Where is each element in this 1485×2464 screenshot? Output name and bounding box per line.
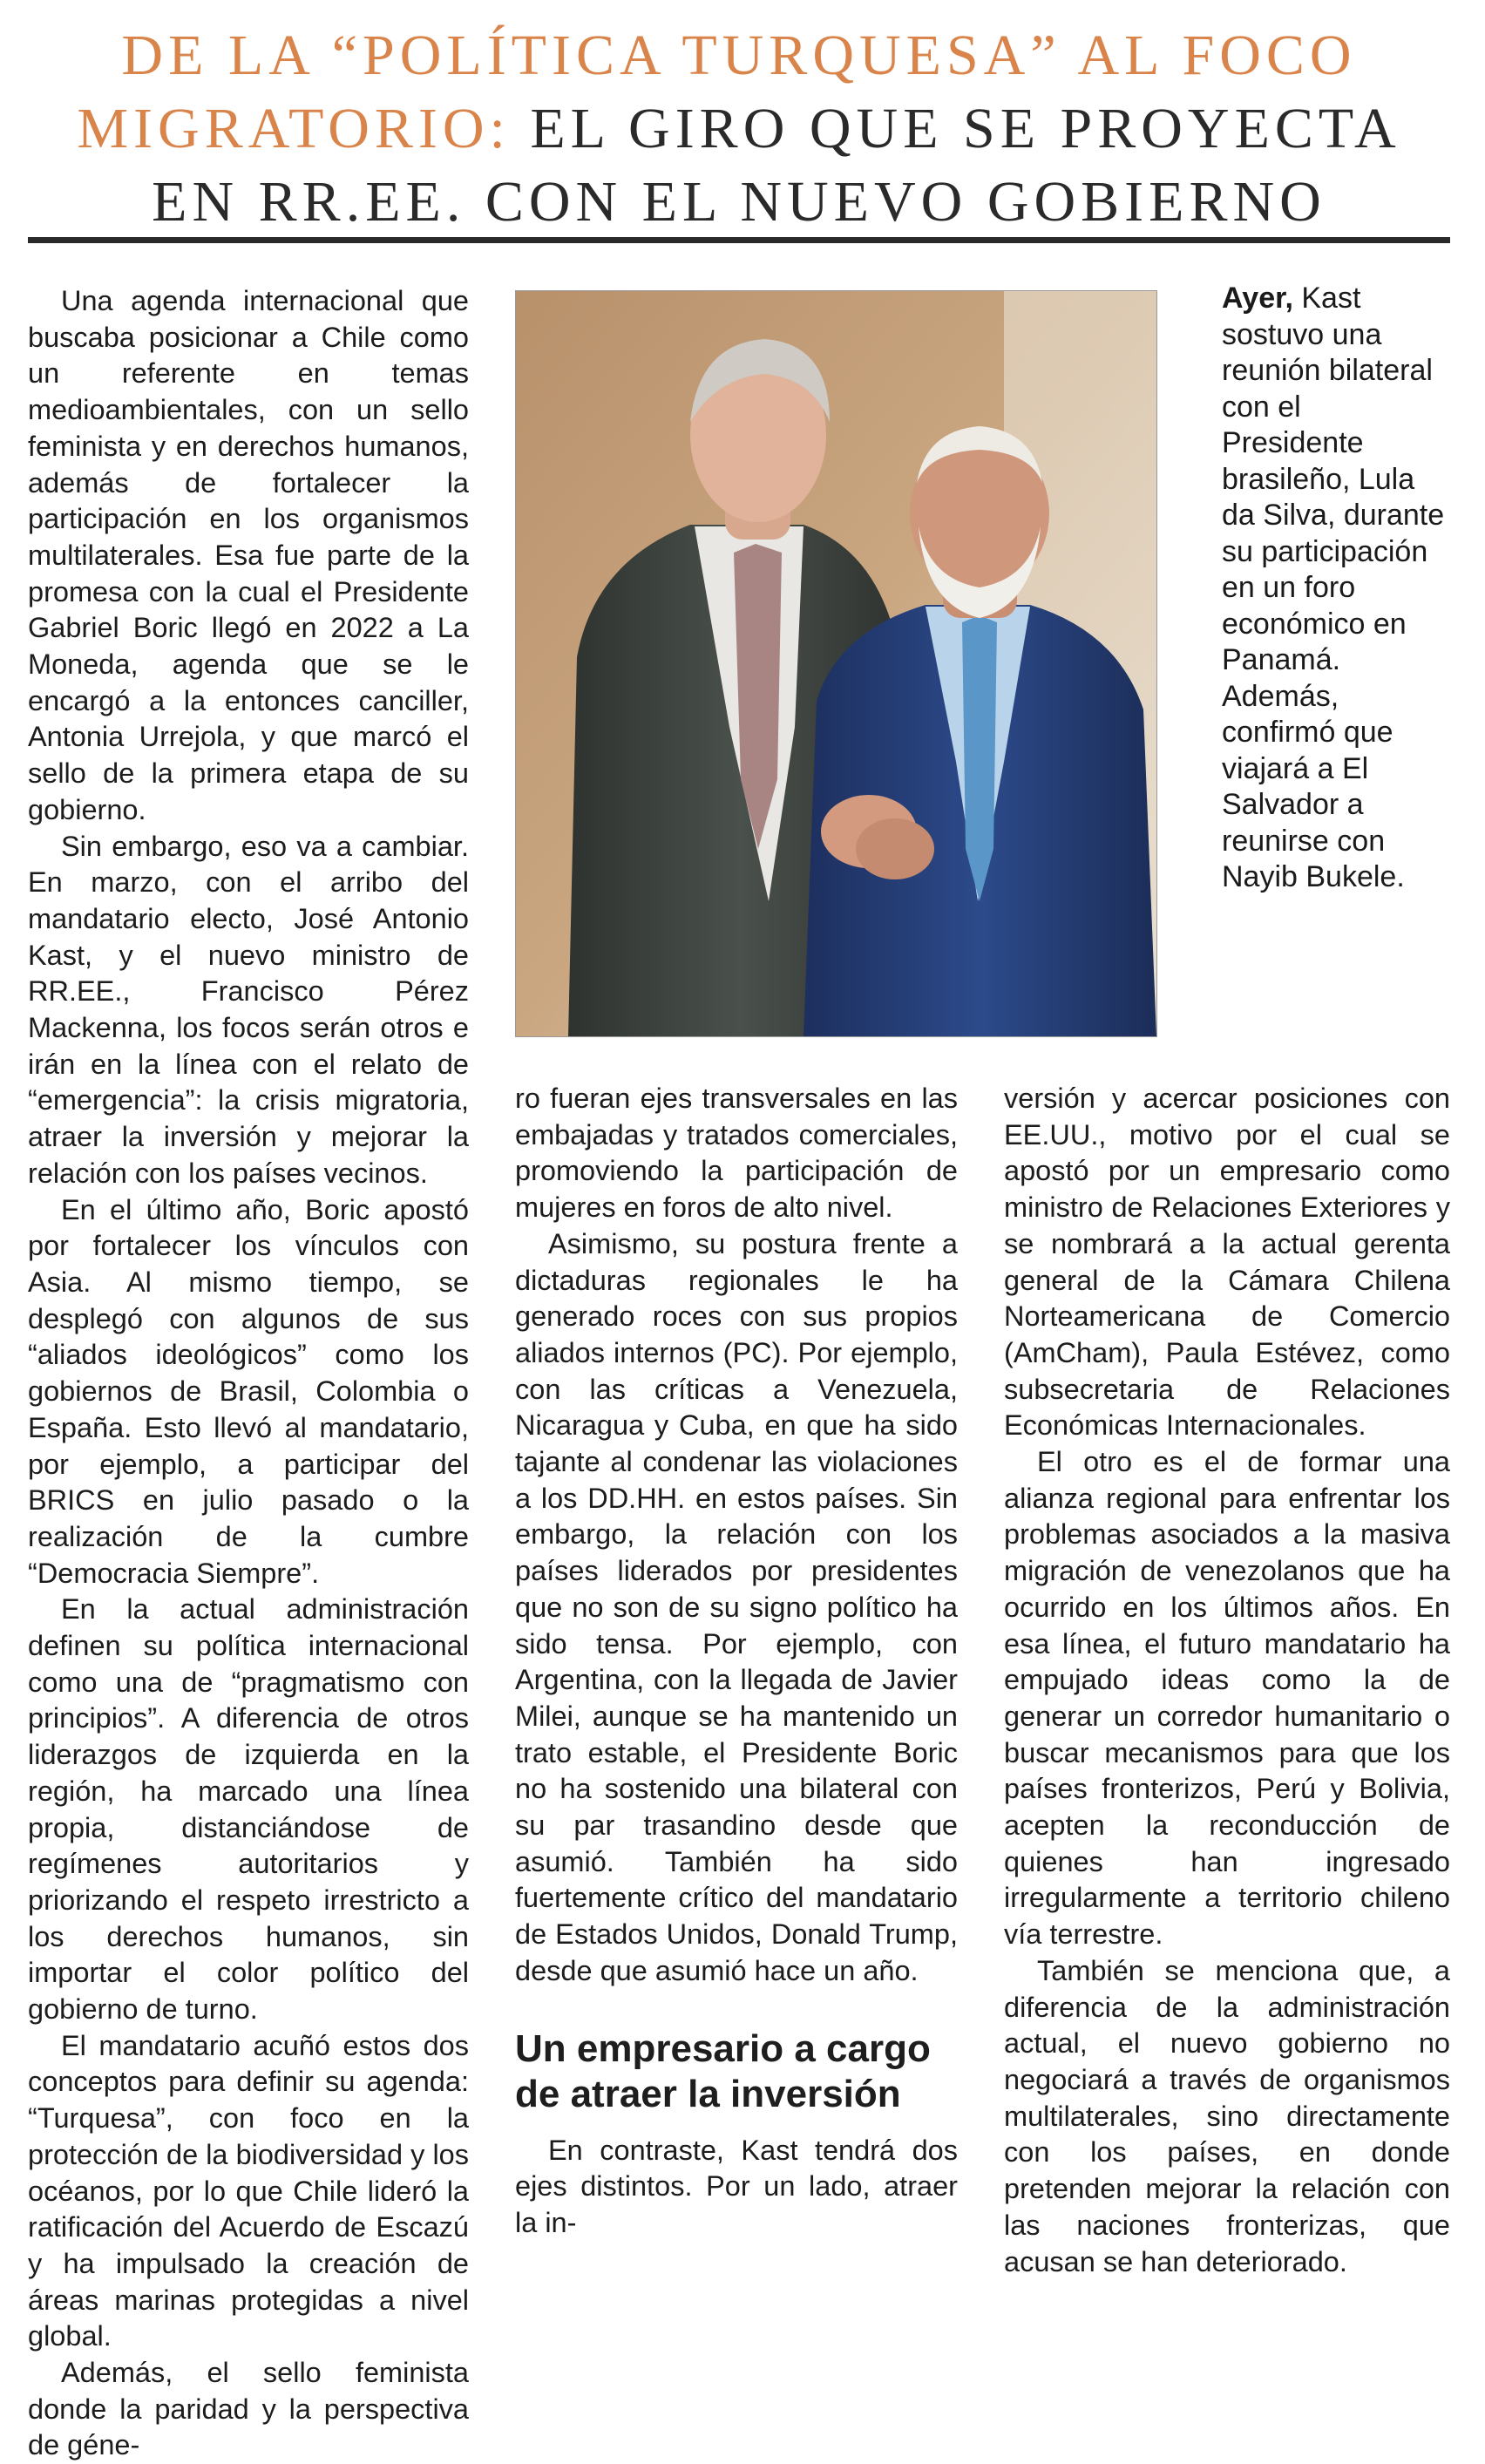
article-column-2: [515, 1081, 958, 2242]
headline: [28, 19, 1450, 239]
caption-lead: Ayer,: [1222, 282, 1293, 315]
photo-kast-lula: [515, 290, 1157, 1037]
article-column-1: [28, 283, 469, 2464]
paragraph: El otro es el de formar una alianza regional para enfrentar los problemas asociados a la masiva migración de venezolanos que ha ocurrido en los últimos años. En esa línea, el futuro mandatario ha empujado ideas como la de generar un corredor humanitario o buscar mecanismos para que los países fronterizos, Perú y Bolivia, acepten la reconducción de quienes han ingresado irregularmente a territorio chileno vía terrestre.: [1004, 1446, 1450, 1951]
caption-text: Kast sostuvo una reunión bilateral con el Presidente brasileño, Lula da Silva, durante su participación en un foro económico en Panamá. Además, confirmó que viajará a El Salvador a reunirse con Nayib Bukele.: [1222, 282, 1445, 893]
paragraph: Sin embargo, eso va a cambiar. En marzo, con el arribo del mandatario electo, José Antonio Kast, y el nuevo ministro de RR.EE., Francisco Pérez Mackenna, los focos serán otros e irán en la línea con el relato de “emergencia”: la crisis migratoria, atraer la inversión y mejorar la relación con los países vecinos.: [28, 830, 469, 1189]
paragraph: En la actual administración definen su política internacional como una de “pragmatismo con principios”. A diferencia de otros liderazgos de izquierda en la región, ha marcado una línea propia, distanciándose de regímenes autoritarios y priorizando el respeto irrestricto a los derechos humanos, sin importar el color político del gobierno de turno.: [28, 1593, 469, 2026]
headline-accent-line-2: MIGRATORIO:: [77, 97, 511, 160]
headline-rule: [28, 237, 1450, 243]
paragraph: Asimismo, su postura frente a dictaduras regionales le ha generado roces con sus propios aliados internos (PC). Por ejemplo, con las críticas a Venezuela, Nicaragua y Cuba, en que ha sido tajante al condenar las violaciones a los DD.HH. en estos países. Sin embargo, la relación con los países liderados por presidentes que no son de su signo político ha sido tensa. Por ejemplo, con Argentina, con la llegada de Javier Milei, aunque se ha mantenido un trato estable, el Presidente Boric no ha sostenido una bilateral con su par trasandino desde que asumió. También ha sido fuertemente crítico del mandatario de Estados Unidos, Donald Trump, desde que asumió hace un año.: [515, 1227, 958, 1986]
subheading: Un empresario a cargo de atraer la inversión: [515, 2026, 931, 2115]
paragraph: El mandatario acuñó estos dos conceptos para definir su agenda: “Turquesa”, con foco en la protección de la biodiversidad y los océanos, por lo que Chile lideró la ratificación del Acuerdo de Escazú y ha impulsado la creación de áreas marinas protegidas a nivel global.: [28, 2029, 469, 2352]
paragraph: versión y acercar posiciones con EE.UU., motivo por el cual se apostó por un empresario como ministro de Relaciones Exteriores y se nombrará a la actual gerenta general de la Cámara Chilena Norteamericana de Comercio (AmCham), Paula Estévez, como subsecretaria de Relaciones Económicas Internacionales.: [1004, 1083, 1450, 1442]
paragraph: En contraste, Kast tendrá dos ejes distintos. Por un lado, atraer la in-: [515, 2134, 958, 2238]
paragraph: En el último año, Boric apostó por fortalecer los vínculos con Asia. Al mismo tiempo, se desplegó con algunos de sus “aliados ideológicos” como los gobiernos de Brasil, Colombia o España. Esto llevó al mandatario, por ejemplo, a participar del BRICS en julio pasado o la realización de la cumbre “Democracia Siempre”.: [28, 1193, 469, 1589]
article-column-3: [1004, 1081, 1450, 2280]
paragraph: También se menciona que, a diferencia de la administración actual, el nuevo gobierno no negociará a través de organismos multilaterales, sino directamente con los países, en donde pretenden mejorar la relación con las naciones fronterizas, que acusan se han deteriorado.: [1004, 1954, 1450, 2277]
paragraph: Además, el sello feminista donde la paridad y la perspectiva de géne-: [28, 2357, 469, 2461]
photo-caption: [1222, 281, 1450, 896]
headline-dark-line-3: EN RR.EE. CON EL NUEVO GOBIERNO: [152, 170, 1326, 234]
headline-accent-line-1: DE LA “POLÍTICA TURQUESA” AL FOCO: [121, 24, 1357, 87]
paragraph: Una agenda internacional que buscaba posicionar a Chile como un referente en temas medioambientales, con un sello feminista y en derechos humanos, además de fortalecer la participación en los organismos multilaterales. Esa fue parte de la promesa con la cual el Presidente Gabriel Boric llegó en 2022 a La Moneda, agenda que se le encargó a la entonces canciller, Antonia Urrejola, y que marcó el sello de la primera etapa de su gobierno.: [28, 285, 469, 825]
paragraph: ro fueran ejes transversales en las embajadas y tratados comerciales, promoviendo la participación de mujeres en foros de alto nivel.: [515, 1083, 958, 1224]
headline-dark-line-2: EL GIRO QUE SE PROYECTA: [510, 97, 1401, 160]
